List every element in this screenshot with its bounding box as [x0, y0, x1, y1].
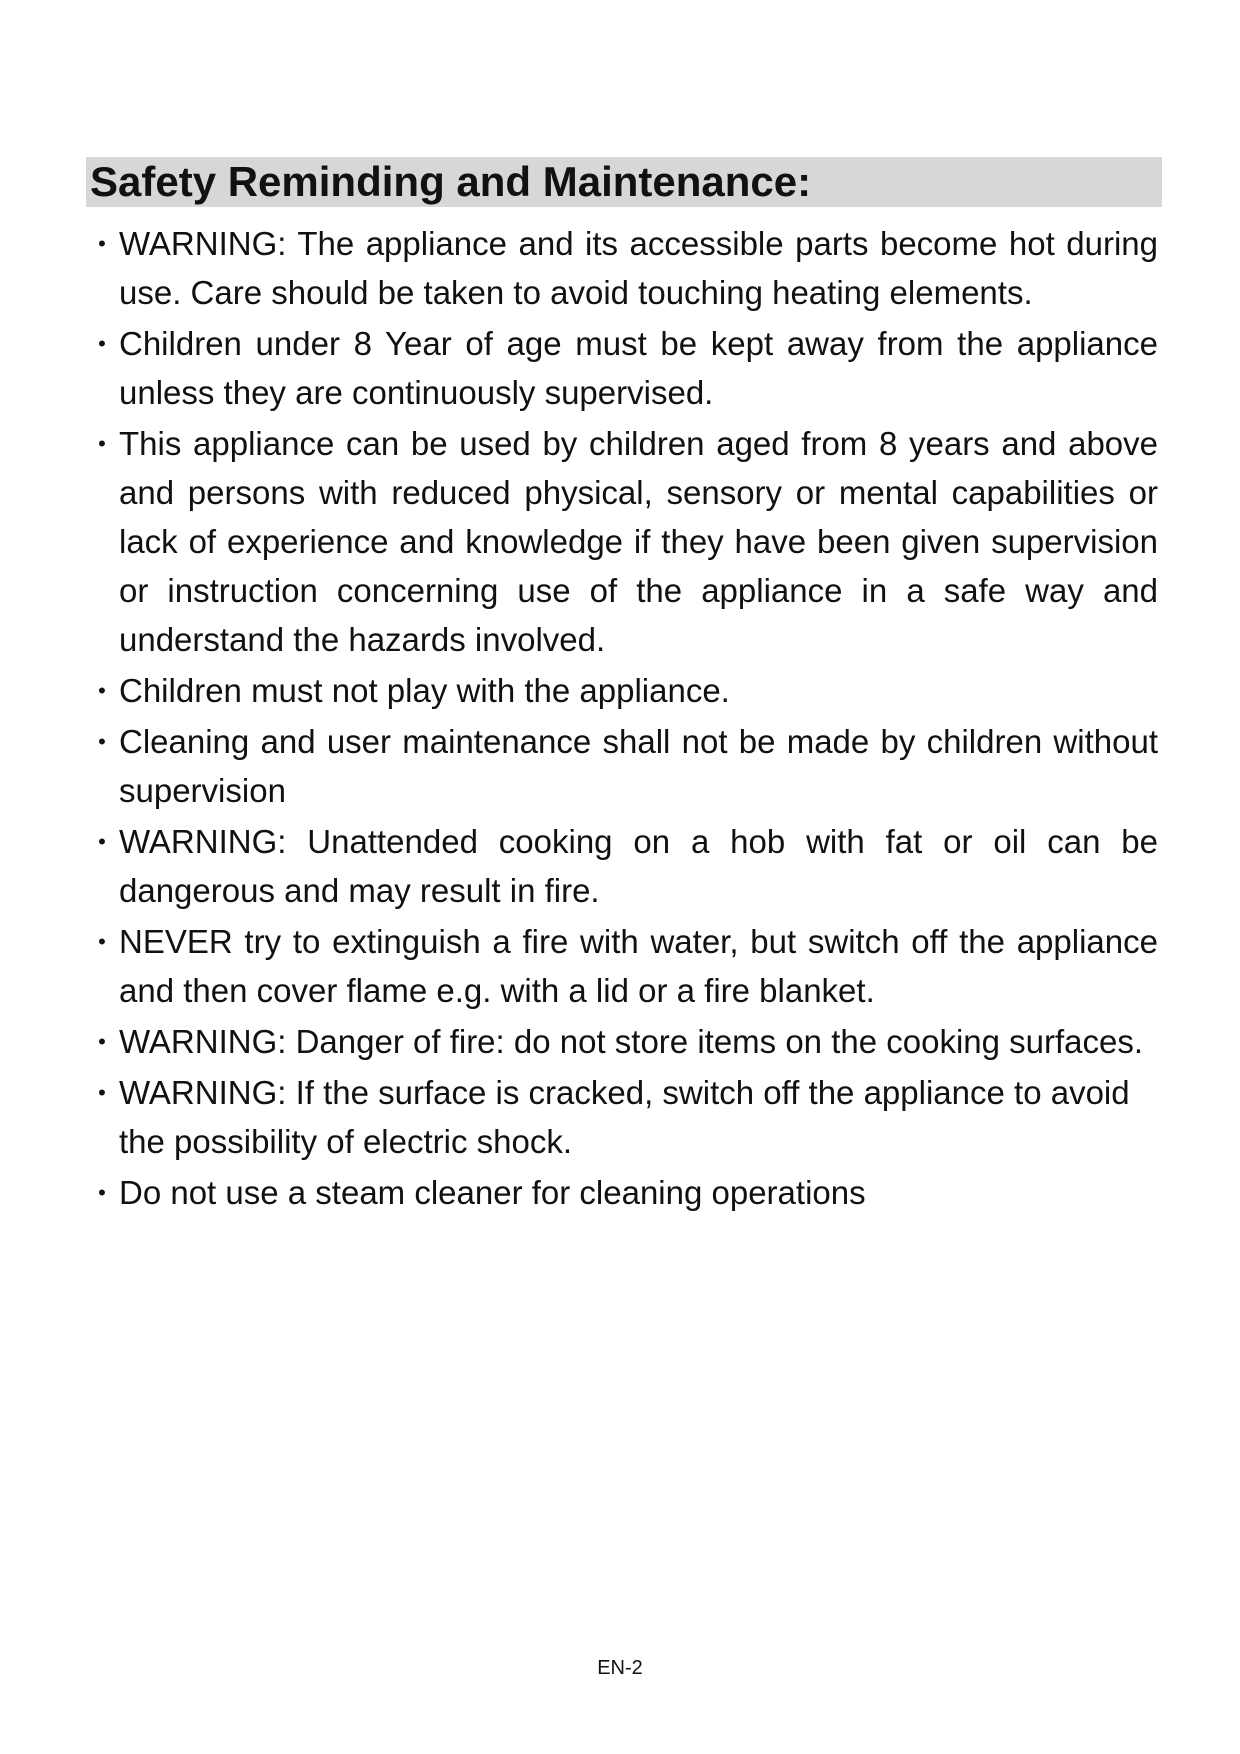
bullet-icon: •	[98, 678, 106, 703]
page-number: EN-2	[597, 1657, 643, 1679]
page-title: Safety Reminding and Maintenance:	[86, 157, 1162, 207]
list-item-text: Cleaning and user maintenance shall not be made by children without supervision	[119, 723, 1158, 809]
bullet-icon: •	[98, 829, 106, 854]
list-item-text: WARNING: Danger of fire: do not store items on the cooking surfaces.	[119, 1023, 1144, 1060]
bullet-icon: •	[98, 1080, 106, 1105]
list-item-text: This appliance can be used by children aged from 8 years and above and persons with reduced physical, sensory or mental capabilities or lack of experience and knowledge if they have been given supervision or instruction concerning use of the appliance in a safe way and understand the hazards involved.	[119, 425, 1158, 658]
list-item	[86, 666, 1158, 715]
list-item	[86, 319, 1158, 417]
list-item	[86, 817, 1158, 915]
bullet-icon: •	[98, 431, 106, 456]
bullet-icon: •	[98, 231, 106, 256]
list-item	[86, 1168, 1158, 1217]
bullet-icon: •	[98, 1029, 106, 1054]
list-item-text: Children must not play with the appliance.	[119, 672, 730, 709]
list-item-text: WARNING: If the surface is cracked, switch off the appliance to avoid the possibility of electric shock.	[119, 1074, 1130, 1160]
list-item	[86, 917, 1158, 1015]
list-item	[86, 219, 1158, 317]
bullet-icon: •	[98, 1180, 106, 1205]
bullet-icon: •	[98, 331, 106, 356]
list-item-text: NEVER try to extinguish a fire with water, but switch off the appliance and then cover flame e.g. with a lid or a fire blanket.	[119, 923, 1158, 1009]
list-item	[86, 1017, 1158, 1066]
list-item-text: Do not use a steam cleaner for cleaning operations	[119, 1174, 866, 1211]
bullet-icon: •	[98, 729, 106, 754]
list-item	[86, 419, 1158, 664]
list-item-text: WARNING: Unattended cooking on a hob with fat or oil can be dangerous and may result in fire.	[119, 823, 1158, 909]
list-item	[86, 1068, 1158, 1166]
safety-list	[86, 219, 1158, 1219]
list-item-text: WARNING: The appliance and its accessible parts become hot during use. Care should be taken to avoid touching heating elements.	[119, 225, 1158, 311]
bullet-icon: •	[98, 929, 106, 954]
list-item	[86, 717, 1158, 815]
list-item-text: Children under 8 Year of age must be kept away from the appliance unless they are continuously supervised.	[119, 325, 1158, 411]
